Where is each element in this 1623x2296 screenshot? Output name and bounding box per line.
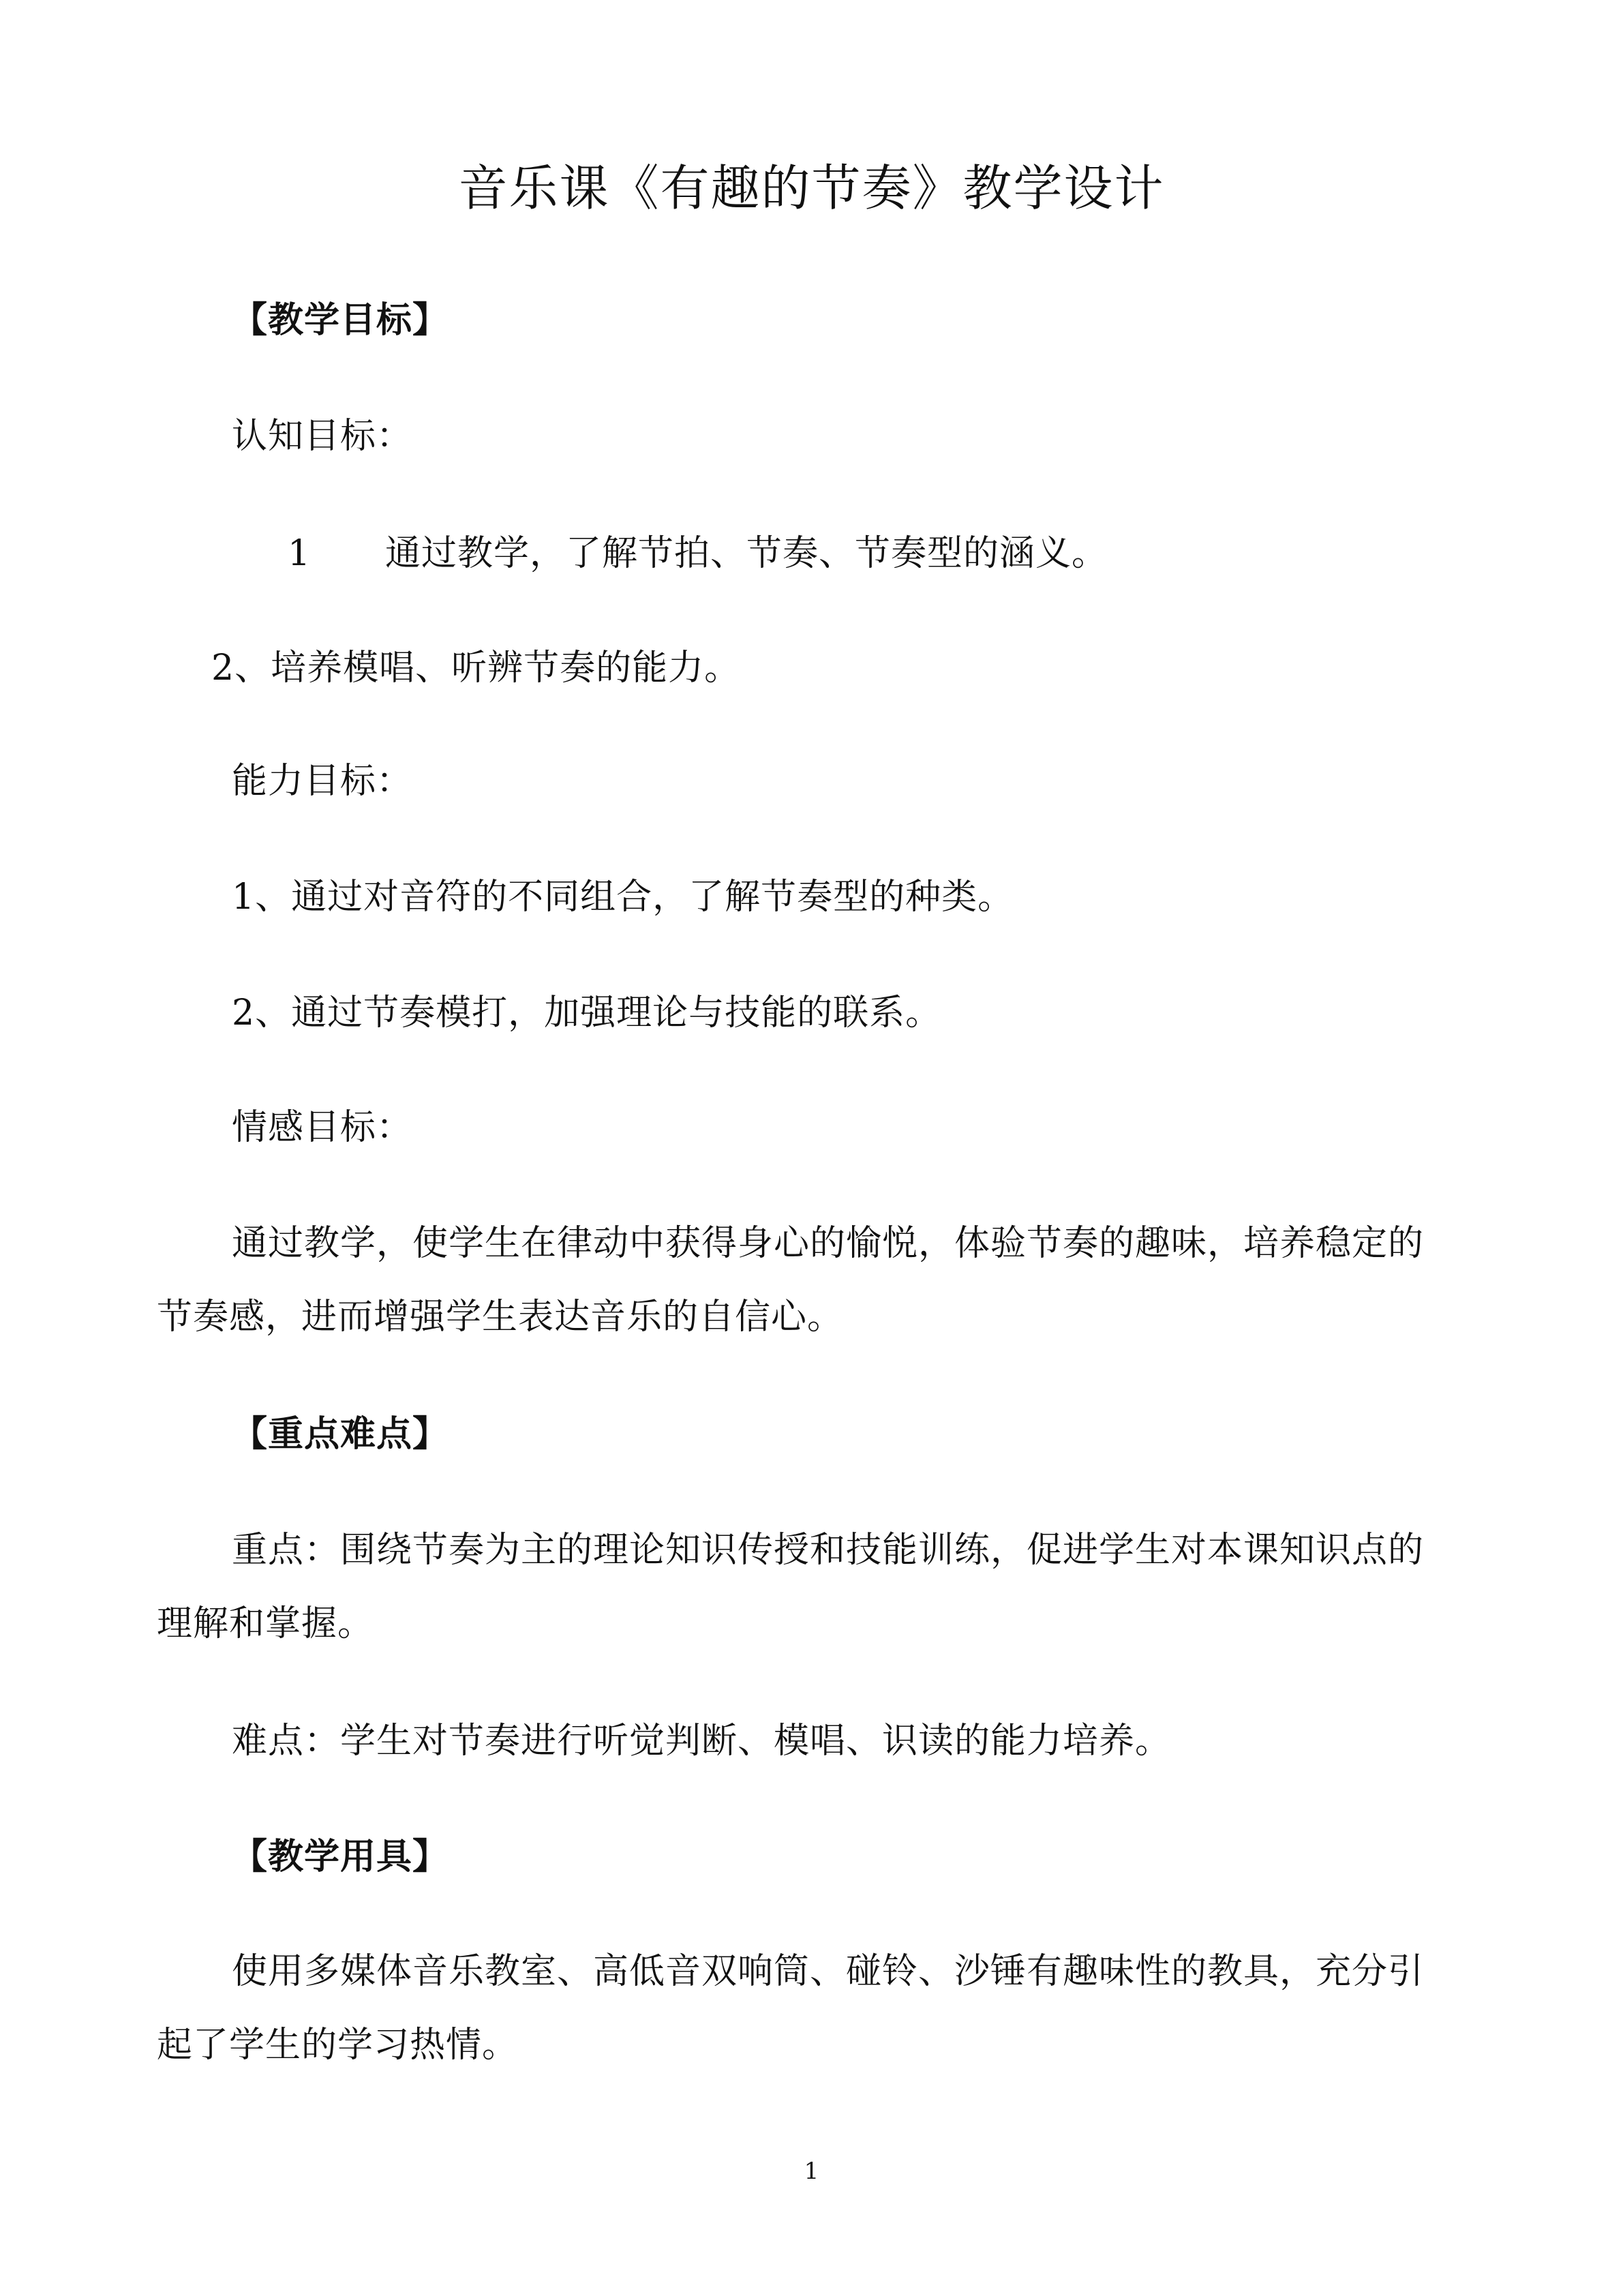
emotion-paragraph-line-2: 节奏感，进而增强学生表达音乐的自信心。 (157, 1297, 844, 1338)
page-number: 1 (804, 2158, 819, 2185)
ability-goal-label: 能力目标： (232, 761, 413, 802)
section-heading-objectives: 【教学目标】 (232, 300, 449, 341)
section-heading-key-points: 【重点难点】 (232, 1414, 449, 1455)
document-title: 音乐课《有趣的节奏》教学设计 (458, 160, 1165, 217)
cognitive-item-2: 2、培养模唱、听辨节奏的能力。 (211, 648, 741, 689)
cognitive-item-1-number: 1 (288, 533, 311, 574)
cognitive-item-1-text: 通过教学，了解节拍、节奏、节奏型的涵义。 (385, 533, 1108, 574)
key-point-line-2: 理解和掌握。 (157, 1603, 374, 1644)
emotion-paragraph-line-1: 通过教学，使学生在律动中获得身心的愉悦，体验节奏的趣味，培养稳定的 (232, 1223, 1425, 1264)
difficulty-point: 难点：学生对节奏进行听觉判断、模唱、识读的能力培养。 (232, 1721, 1172, 1762)
cognitive-goal-label: 认知目标： (232, 416, 413, 457)
section-heading-teaching-tools: 【教学用具】 (232, 1837, 449, 1877)
teaching-tools-line-2: 起了学生的学习热情。 (157, 2025, 519, 2066)
teaching-tools-line-1: 使用多媒体音乐教室、高低音双响筒、碰铃、沙锤有趣味性的教具，充分引 (232, 1951, 1425, 1992)
key-point-line-1: 重点：围绕节奏为主的理论知识传授和技能训练，促进学生对本课知识点的 (232, 1530, 1425, 1571)
emotion-goal-label: 情感目标： (232, 1107, 413, 1148)
ability-item-1: 1、通过对音符的不同组合，了解节奏型的种类。 (232, 877, 1014, 918)
ability-item-2: 2、通过节奏模打，加强理论与技能的联系。 (232, 993, 942, 1033)
